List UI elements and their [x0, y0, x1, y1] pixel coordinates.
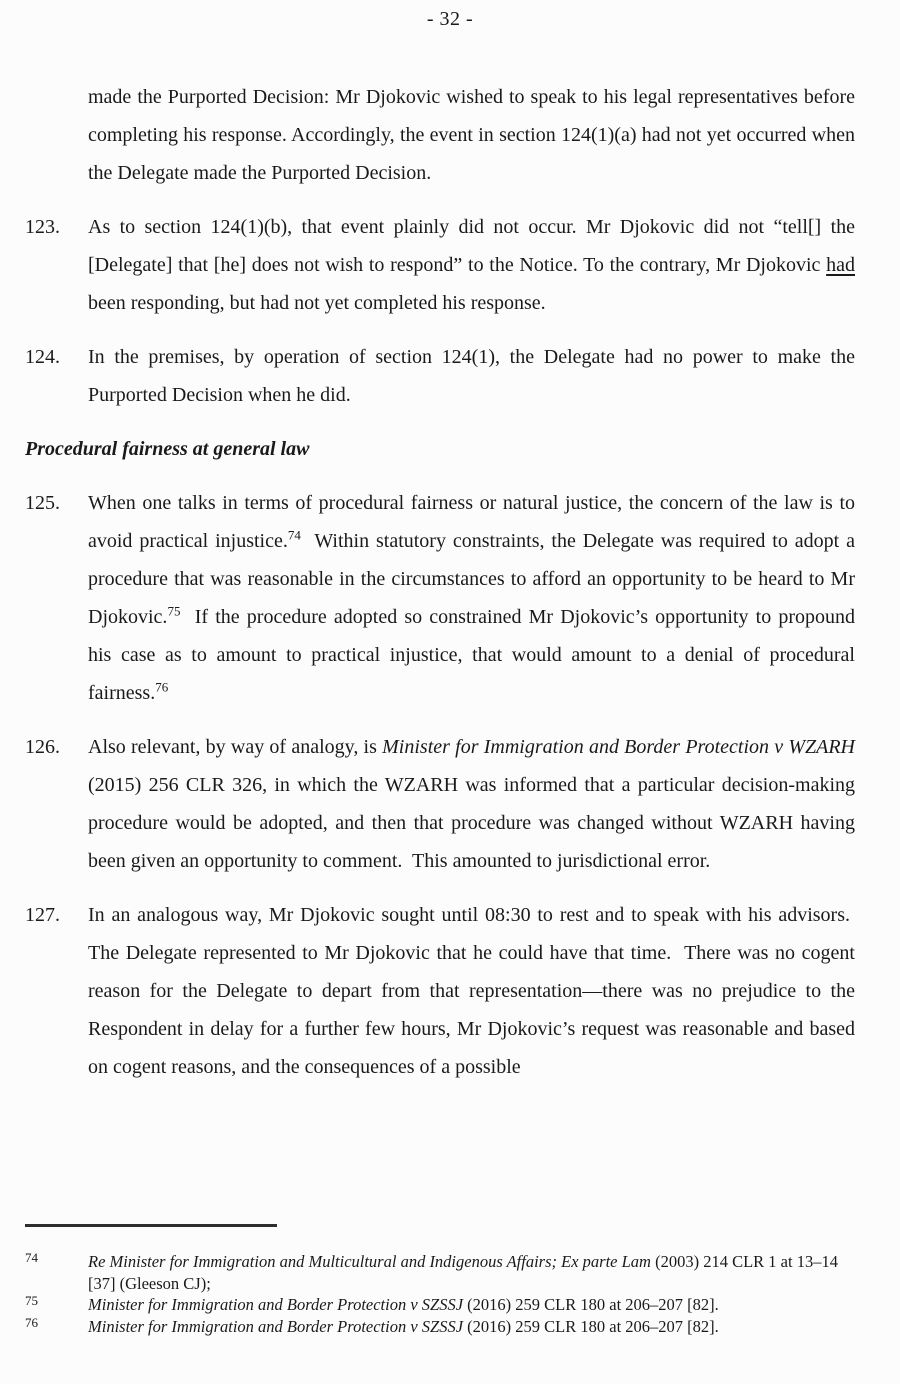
text-run: Within statutory constraints, the Delegate was required to adopt a procedure that was reasonable in the circumstances to afford an opportunity to be heard to Mr Djokovic. [88, 530, 855, 628]
text-run: When one talks in terms of procedural fairness or natural justice, the concern of the law is to avoid practical injustice. [88, 492, 855, 552]
text-run: In an analogous way, Mr Djokovic sought until 08:30 to rest and to speak with his advisors. The Delegate represented to Mr Djokovic that he could have that time. There was no cogent reason for the Delegate to depart from that representation—there was no prejudice to the Respondent in delay for a further few hours, Mr Djokovic’s request was reasonable and based on cogent reasons, and the consequences of a possible [88, 904, 855, 1078]
text-run: (2015) 256 CLR 326, in which the WZARH was informed that a particular decision-making procedure would be adopted, and then that procedure was changed without WZARH having been given an opportunity to comment. This amounted to jurisdictional error. [88, 774, 855, 872]
paragraph-continuation [25, 78, 855, 192]
footnote-text [88, 1251, 855, 1294]
paragraph-127 [25, 896, 855, 1086]
footnote-ref: 74 [287, 527, 301, 543]
footnote-74 [25, 1251, 855, 1294]
paragraph-123 [25, 208, 855, 322]
footnote-ref: 76 [155, 679, 169, 695]
underlined-text: had [826, 254, 855, 276]
text-run: made the Purported Decision: Mr Djokovic wished to speak to his legal representatives before completing his response. Accordingly, the event in section 124(1)(a) had not yet occurred when the Delegate made the Purported Decision. [88, 86, 855, 184]
paragraph-number [25, 78, 88, 192]
case-citation: Minister for Immigration and Border Protection v SZSSJ [88, 1316, 464, 1336]
footnote-ref: 75 [167, 603, 181, 619]
footnote-divider [25, 1224, 277, 1227]
case-citation: Minister for Immigration and Border Protection v SZSSJ [88, 1295, 464, 1314]
footnotes-list [25, 1251, 855, 1337]
paragraph-number: 127. [25, 904, 60, 926]
footnote-75 [25, 1294, 855, 1316]
page-number: - 32 - [426, 8, 474, 30]
paragraph-number: 125. [25, 492, 60, 514]
paragraph-number: 123. [25, 216, 60, 238]
paragraph-number: 124. [25, 346, 60, 368]
text-run: Also relevant, by way of analogy, is [88, 736, 383, 758]
case-citation: Minister for Immigration and Border Protection v WZARH [382, 736, 856, 758]
paragraph-125 [25, 484, 855, 712]
text-run: In the premises, by operation of section 124(1), the Delegate had no power to make the Purported Decision when he did. [88, 346, 855, 406]
footnote-number: 76 [25, 1314, 38, 1330]
paragraph-number: 126. [25, 736, 60, 758]
paragraph-text [88, 896, 855, 1086]
footnote-text [88, 1294, 855, 1316]
text-run: been responding, but had not yet completed his response. [88, 292, 546, 314]
paragraph-126 [25, 728, 855, 880]
paragraph-text [88, 78, 855, 192]
footnote-number: 75 [25, 1293, 38, 1308]
footnote-text [88, 1316, 855, 1338]
text-run: (2016) 259 CLR 180 at 206–207 [82]. [463, 1295, 719, 1314]
paragraph-text [88, 338, 855, 414]
text-run: If the procedure adopted so constrained Mr Djokovic’s opportunity to propound his case as to amount to practical injustice, that would amount to a denial of procedural fairness. [88, 606, 855, 704]
section-heading: Procedural fairness at general law [25, 438, 310, 460]
text-run: (2003) 214 CLR 1 at 13–14 [37] (Gleeson CJ); [88, 1252, 838, 1293]
paragraph-text [88, 208, 855, 322]
footnote-76 [25, 1316, 855, 1338]
document-body [25, 78, 855, 1102]
footnote-number: 74 [25, 1250, 38, 1265]
text-run: As to section 124(1)(b), that event plainly did not occur. Mr Djokovic did not “tell[] the [Delegate] that [he] does not wish to respond” to the Notice. To the contrary, Mr Djokovic [88, 216, 855, 276]
paragraph-124 [25, 338, 855, 414]
text-run: (2016) 259 CLR 180 at 206–207 [82]. [463, 1316, 719, 1336]
paragraph-text [88, 484, 855, 712]
footnotes-section [25, 1224, 855, 1337]
case-citation: Re Minister for Immigration and Multicultural and Indigenous Affairs; Ex parte Lam [88, 1252, 651, 1271]
paragraph-text [88, 728, 855, 880]
